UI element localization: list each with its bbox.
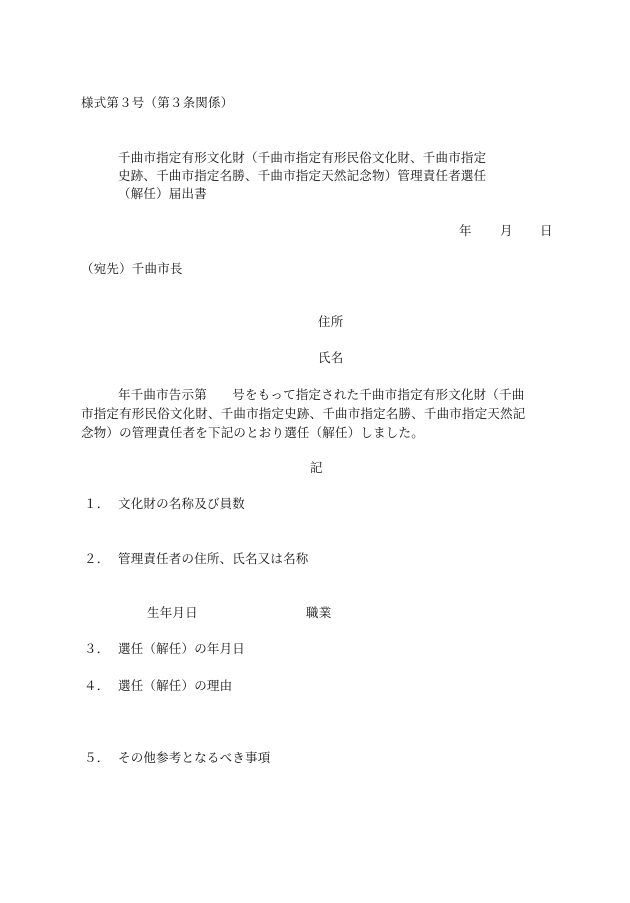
item-3-number: ３． — [84, 641, 110, 656]
birthdate-label: 生年月日 — [147, 605, 198, 620]
item-4-label: 選任（解任）の理由 — [118, 678, 233, 693]
body-line-3: 念物）の管理責任者を下記のとおり選任（解任）しました。 — [81, 425, 424, 440]
addressee: （宛先）千曲市長 — [81, 261, 183, 276]
date-month: 月 — [500, 223, 513, 238]
address-label: 住所 — [318, 314, 344, 329]
body-line-1: 年千曲市告示第 号をもって指定された千曲市指定有形文化財（千曲 — [118, 387, 525, 402]
item-2-number: ２． — [84, 551, 110, 566]
item-3-label: 選任（解任）の年月日 — [118, 641, 246, 656]
item-4-number: ４． — [84, 678, 110, 693]
title-line-1: 千曲市指定有形文化財（千曲市指定有形民俗文化財、千曲市指定 — [118, 150, 487, 165]
name-label: 氏名 — [318, 350, 344, 365]
date-day: 日 — [540, 223, 553, 238]
body-line-2: 市指定有形民俗文化財、千曲市指定史跡、千曲市指定名勝、千曲市指定天然記 — [81, 406, 526, 421]
occupation-label: 職業 — [306, 605, 332, 620]
item-2-label: 管理責任者の住所、氏名又は名称 — [118, 551, 309, 566]
item-5-label: その他参考となるべき事項 — [118, 750, 271, 765]
item-5-number: ５． — [84, 750, 110, 765]
item-1-number: １． — [84, 496, 110, 511]
item-1-label: 文化財の名称及び員数 — [118, 496, 246, 511]
title-line-3: （解任）届出書 — [118, 186, 207, 201]
form-number: 様式第３号（第３条関係） — [81, 95, 234, 110]
date-year: 年 — [459, 223, 472, 238]
title-line-2: 史跡、千曲市指定名勝、千曲市指定天然記念物）管理責任者選任 — [118, 168, 487, 183]
ki-label: 記 — [310, 460, 323, 475]
